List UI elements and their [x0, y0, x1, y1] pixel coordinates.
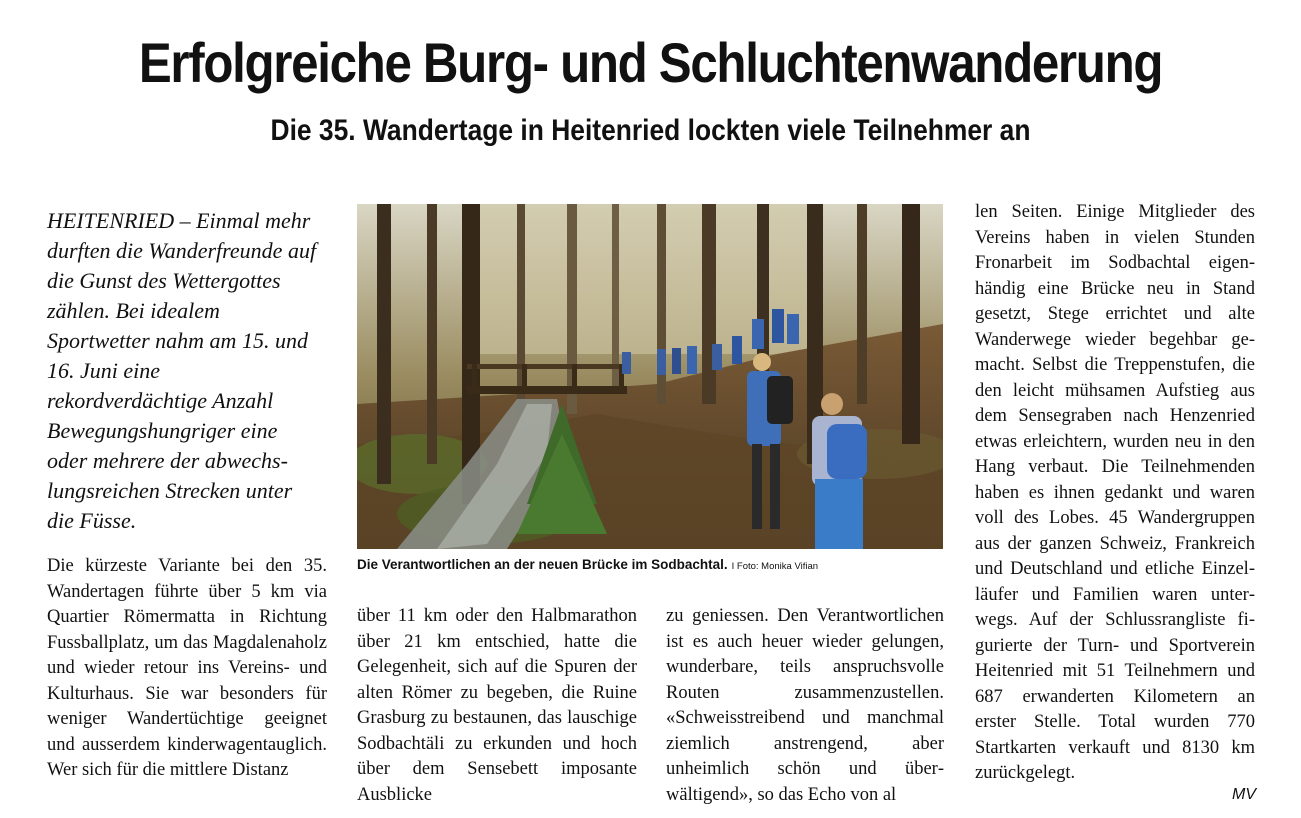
hiking-photo	[357, 204, 943, 549]
body-column-2: über 11 km oder den Halbmarathon über 21 km entschied, hatte die Gelegenheit, sich auf die Spuren der alten Römer zu begeben, die Ruine Grasburg zu bestaunen, das lauschige Sodbachtäli zu erkunden und hoch über dem Sensebett imposante Ausblicke	[357, 606, 637, 805]
body-column-3: zu geniessen. Den Verantwortlichen ist es auch heuer wieder gelungen, wunderbare, teils anspruchsvolle Routen zusammenzustellen. «Schweisstreibend und manchmal ziemlich anstrengend, aber unheimlich schön und überwältigend», so das Echo von al	[666, 606, 944, 805]
headline: Erfolgreiche Burg- und Schluchtenwanderung	[138, 31, 1163, 94]
author-signature: MV	[1232, 786, 1256, 803]
body-column-1: Die kürzeste Variante bei den 35. Wandertagen führte über 5 km via Quartier Römermatta in Richtung Fussballplatz, um das Magdalenaholz und wieder retour ins Vereins- und Kulturhaus. Sie war besonders für weniger Wandertüchtige geeignet und ausserdem kinderwagentauglich. Wer sich für die mittlere Distanz	[47, 556, 327, 780]
body-column-4: len Seiten. Einige Mitglieder des Vereins haben in vielen Stunden Fronarbeit im Sodbachtal eigenhändig eine Brücke neu in Stand gesetzt, Stege errichtet und alte Wanderwege wieder begehbar gemacht. Selbst die Treppenstufen, die den leicht mühsamen Aufstieg aus dem Sensegraben nach Henzenried etwas erleichtern, wurden neu in den Hang verbaut. Die Teilnehmenden haben es ihnen gedankt und waren voll des Lobes. 45 Wandergruppen aus der ganzen Schweiz, Frankreich und Deutschland und etliche Einzelläufer und Familien waren unterwegs. Auf der Schlussrangliste figurierte der Turn- und Sportverein Heitenried mit 51 Teilnehmern und 687 erwanderten Kilometern an erster Stelle. Total wurden 770 Startkarten verkauft und 8130 km zurückgelegt.	[975, 202, 1255, 783]
photo-credit: I Foto: Monika Vifian	[731, 561, 819, 572]
caption-text: Die Verantwortlichen an der neuen Brücke im Sodbachtal.	[357, 557, 728, 572]
lead-paragraph: HEITENRIED – Einmal mehr durften die Wanderfreunde auf die Gunst des Wettergottes zählen. Bei idealem Sportwetter nahm am 15. und 16. Juni eine rekordverdächtige Anzahl Bewegungshungriger eine oder mehrere der abwechslungsreichen Strecken unter die Füsse.	[47, 208, 317, 533]
subtitle: Die 35. Wandertage in Heitenried lockten viele Teilnehmer an	[270, 114, 1031, 147]
photo-caption	[357, 557, 947, 572]
